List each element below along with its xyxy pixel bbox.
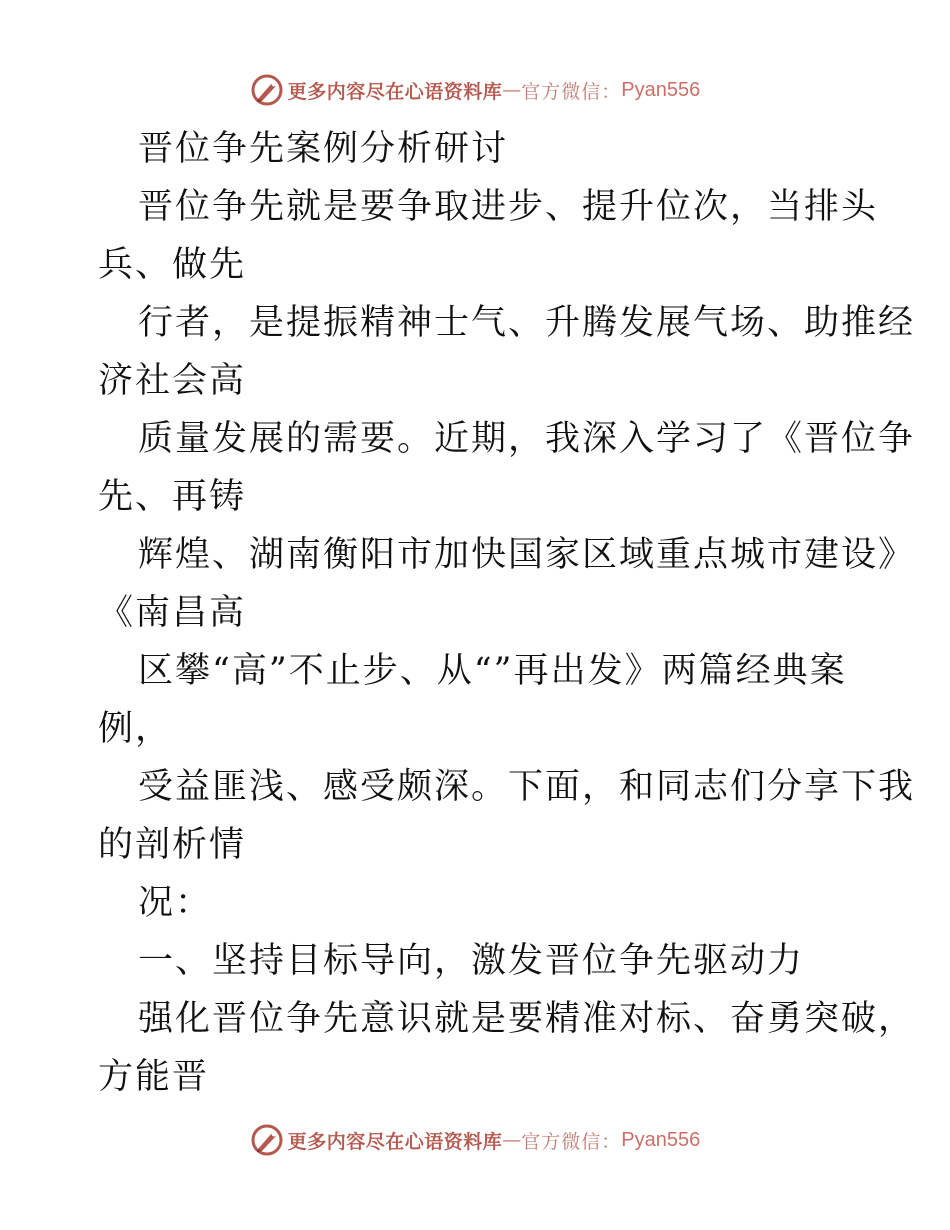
doc-heading: 一、坚持目标导向，激发晋位争先驱动力 [138, 941, 805, 981]
header-official-label: 官方微信： [521, 80, 622, 103]
footer-official-label: 官方微信： [521, 1130, 622, 1153]
doc-line: 况： [138, 883, 213, 923]
doc-line: 辉煌、湖南衡阳市加快国家区域重点城市建设》 [138, 535, 916, 575]
header-banner [0, 70, 950, 110]
document-body [98, 120, 916, 1106]
doc-line: 兵、做先 [98, 245, 247, 285]
doc-line: 行者，是提振精神士气、升腾发展气场、助推经 [138, 303, 916, 343]
doc-title: 晋位争先案例分析研讨 [138, 129, 509, 169]
footer-separator: — [502, 1129, 522, 1151]
doc-line: 例， [98, 709, 173, 749]
header-wechat-id: Pyan556 [621, 78, 701, 101]
header-separator: — [502, 79, 522, 101]
doc-line: 《南昌高 [98, 593, 247, 633]
pen-logo-icon [250, 73, 284, 107]
doc-line: 的剖析情 [98, 825, 247, 865]
pen-logo-icon [250, 1123, 284, 1157]
doc-line: 区攀“高”不止步、从“”再出发》两篇经典案 [138, 651, 847, 691]
doc-line: 质量发展的需要。近期，我深入学习了《晋位争 [138, 419, 916, 459]
doc-line: 先、再铸 [98, 477, 247, 517]
footer-brand-text: 更多内容尽在心语资料库 [287, 1130, 503, 1153]
doc-line: 济社会高 [98, 361, 247, 401]
doc-line: 受益匪浅、感受颇深。下面，和同志们分享下我 [138, 767, 916, 807]
doc-line: 强化晋位争先意识就是要精准对标、奋勇突破， [138, 999, 916, 1039]
header-brand-text: 更多内容尽在心语资料库 [287, 80, 503, 103]
doc-line: 方能晋 [98, 1057, 210, 1097]
footer-banner [0, 1120, 950, 1160]
doc-line: 晋位争先就是要争取进步、提升位次，当排头 [138, 187, 879, 227]
footer-wechat-id: Pyan556 [621, 1128, 701, 1151]
